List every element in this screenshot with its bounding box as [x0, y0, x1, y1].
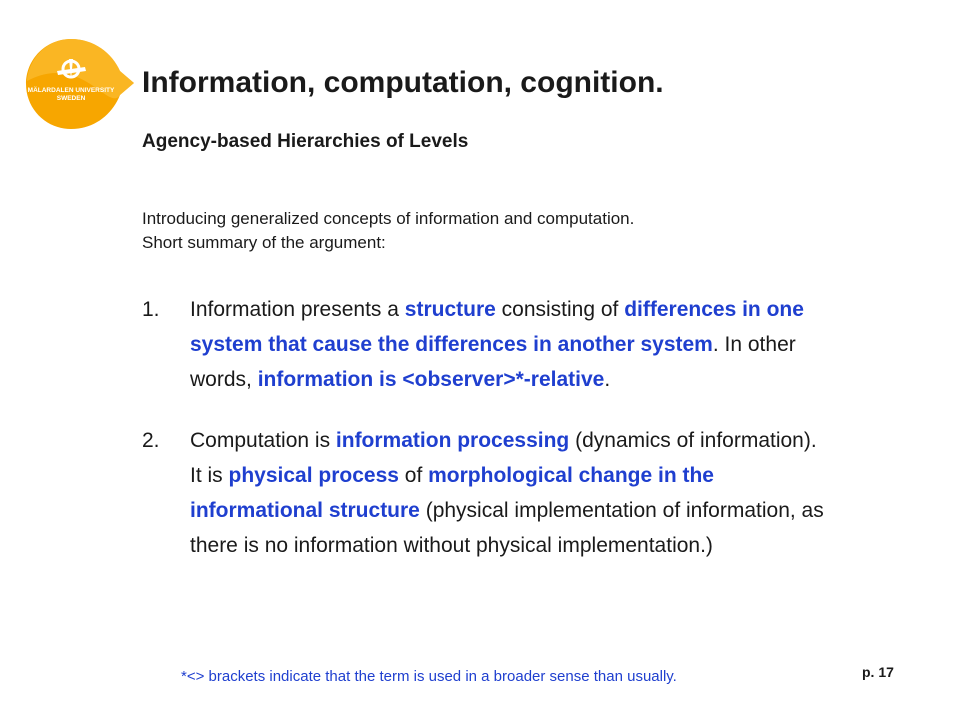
text-segment: of [398, 464, 429, 487]
text-segment: . In other words, [190, 333, 796, 391]
highlight-term: structure [404, 298, 496, 321]
item-text [190, 423, 832, 563]
text-segment: (dynamics of information). It is [190, 429, 817, 487]
argument-item-1 [142, 292, 832, 397]
highlight-term: information is <observer>*-relative [257, 368, 605, 391]
university-logo-icon [24, 37, 136, 131]
text-segment: Information presents a [190, 298, 405, 321]
argument-list [142, 292, 832, 563]
intro-line-1: Introducing generalized concepts of information and computation. [142, 209, 635, 228]
page-number: p. 17 [862, 664, 894, 680]
item-number: 2. [142, 429, 160, 452]
text-segment: . [604, 368, 611, 391]
highlight-term: morphological change in the informational structure [190, 464, 714, 522]
logo-text-line2: SWEDEN [56, 95, 86, 102]
item-text [190, 292, 832, 397]
highlight-term: physical process [228, 464, 399, 487]
university-logo [24, 37, 136, 131]
footnote: *<> brackets indicate that the term is used in a broader sense than usually. [181, 668, 677, 685]
text-segment: Computation is [190, 429, 336, 452]
highlight-term: information processing [335, 429, 570, 452]
text-segment: (physical implementation of information, as there is no information without physical implementation.) [190, 499, 824, 557]
slide-subtitle: Agency-based Hierarchies of Levels [142, 131, 469, 152]
logo-text-line1: MÄLARDALEN UNIVERSITY [27, 87, 115, 94]
intro-text [142, 207, 634, 255]
intro-line-2: Short summary of the argument: [142, 233, 386, 252]
slide-title: Information, computation, cognition. [142, 66, 664, 99]
item-number: 1. [142, 298, 160, 321]
argument-item-2 [142, 423, 832, 563]
text-segment: consisting of [495, 298, 625, 321]
highlight-term: differences in one system that cause the differences in another system [190, 298, 804, 356]
